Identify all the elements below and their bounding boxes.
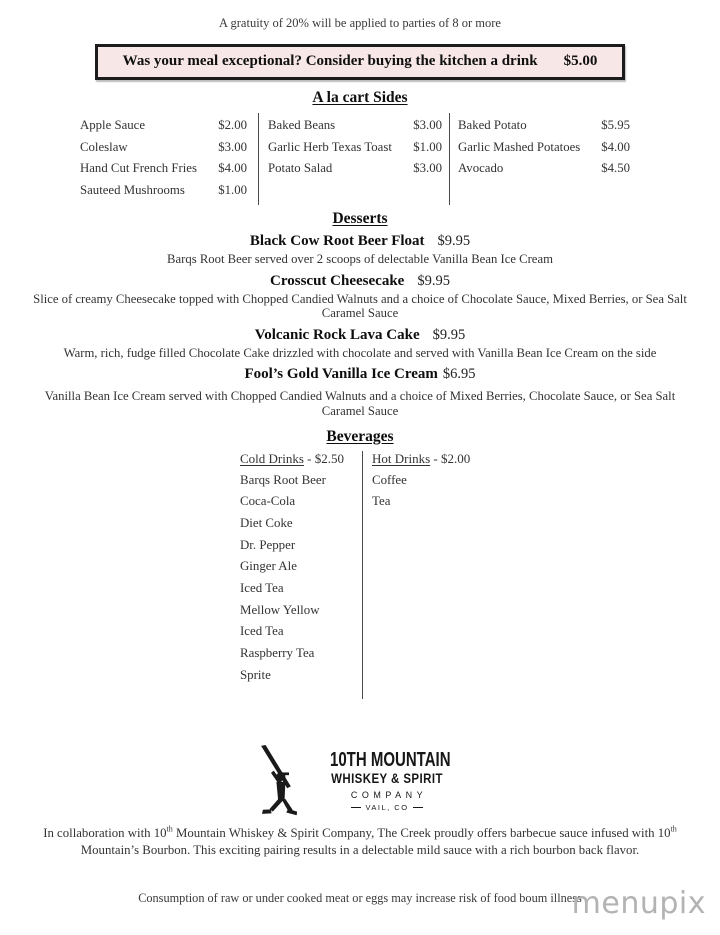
hot-drinks-label: Hot Drinks: [372, 450, 431, 466]
dessert-item: [0, 366, 720, 418]
dessert-item: [0, 327, 720, 361]
hot-drinks-header: [372, 451, 480, 473]
side-item: [458, 158, 630, 180]
side-item-name: Garlic Mashed Potatoes: [458, 139, 581, 154]
dessert-name: Crosscut Cheesecake: [270, 272, 405, 289]
dessert-header: [0, 233, 720, 250]
dessert-name: Fool’s Gold Vanilla Ice Cream: [244, 366, 438, 383]
cold-drinks-header: [240, 451, 362, 473]
cold-drinks-items: [240, 473, 362, 690]
cold-drinks-label: Cold Drinks: [240, 450, 304, 466]
side-item-price: $4.00: [601, 139, 630, 154]
side-item: [268, 158, 442, 180]
dessert-description: Slice of creamy Cheesecake topped with Chopped Candied Walnuts and a choice of Chocolate Sauce, Mixed Berries, or Sea Salt Caramel Sauce: [33, 291, 687, 321]
dash-decoration: [351, 807, 361, 808]
ordinal-superscript: th: [166, 825, 173, 835]
banner-price: $5.00: [563, 53, 598, 69]
sides-column: [80, 113, 258, 205]
dessert-price: $9.95: [437, 233, 471, 249]
side-item-name: Avocado: [458, 161, 504, 176]
side-item-price: $4.50: [601, 161, 630, 176]
beverage-item: Raspberry Tea: [240, 646, 315, 661]
ordinal-superscript: th: [670, 825, 677, 835]
side-item-name: Baked Potato: [458, 118, 527, 133]
sides-section-title: A la cart Sides: [312, 89, 408, 106]
logo-whiskey-spirit: WHISKEY & SPIRIT: [331, 771, 443, 787]
beverage-item: Coffee: [372, 472, 407, 487]
side-item: [268, 115, 442, 137]
logo-location: [311, 803, 463, 812]
logo-company: COMPANY: [350, 790, 428, 801]
sides-column: [450, 113, 637, 205]
beverage-item: Sprite: [240, 667, 271, 682]
beverage-item: Mellow Yellow: [240, 602, 320, 617]
side-item-name: Coleslaw: [80, 139, 128, 154]
desserts-list: [0, 233, 720, 419]
side-item: [80, 115, 247, 137]
dessert-price: $9.95: [432, 326, 466, 343]
beverages-columns: [0, 451, 720, 700]
sides-columns: [80, 113, 637, 205]
logo-brand-name: 10TH MOUNTAIN: [330, 749, 451, 772]
sides-column: [258, 113, 450, 205]
dessert-description: Barqs Root Beer served over 2 scoops of delectable Vanilla Bean Ice Cream: [167, 252, 553, 266]
side-item-price: $4.00: [218, 161, 247, 176]
side-item: [268, 137, 442, 159]
dessert-description: Warm, rich, fudge filled Chocolate Cake drizzled with chocolate and served with Vanilla Bean Ice Cream on the side: [63, 345, 657, 360]
logo-text: [311, 750, 463, 812]
side-item: [458, 137, 630, 159]
dash-decoration: [413, 807, 423, 808]
side-item-price: $2.00: [218, 118, 247, 133]
beverage-item: Tea: [372, 494, 391, 509]
collaboration-note: [29, 825, 691, 858]
dessert-price: $6.95: [442, 366, 476, 383]
text-segment: Mountain Whiskey & Spirit Company, The Creek proudly offers barbecue sauce infused with 10: [172, 826, 671, 841]
side-item-price: $3.00: [218, 139, 247, 154]
logo-location-text: VAIL, CO: [365, 803, 409, 813]
side-item-price: $3.00: [413, 118, 442, 133]
side-item-name: Baked Beans: [268, 118, 336, 133]
menupix-watermark: menupix: [571, 886, 706, 921]
beverage-item: Barqs Root Beer: [240, 472, 326, 487]
hot-drinks-column: [362, 451, 480, 700]
side-item-name: Sauteed Mushrooms: [80, 182, 185, 197]
hot-drinks-price: - $2.00: [430, 450, 471, 466]
side-item-name: Hand Cut French Fries: [80, 161, 197, 176]
side-item-price: $5.95: [601, 118, 630, 133]
food-safety-disclaimer: Consumption of raw or under cooked meat or eggs may increase risk of food boum illness: [138, 891, 582, 905]
side-item-name: Potato Salad: [268, 161, 333, 176]
dessert-header: [0, 366, 720, 383]
banner-message: Was your meal exceptional? Consider buying the kitchen a drink: [122, 53, 538, 69]
gratuity-note: A gratuity of 20% will be applied to parties of 8 or more: [219, 16, 501, 30]
side-item-name: Apple Sauce: [80, 118, 146, 133]
side-item-name: Garlic Herb Texas Toast: [268, 139, 392, 154]
cold-drinks-column: [240, 451, 362, 700]
dessert-name: Black Cow Root Beer Float: [249, 233, 425, 249]
beverage-item: Diet Coke: [240, 515, 293, 530]
side-item: [80, 158, 247, 180]
text-segment: Mountain’s Bourbon. This exciting pairing results in a delectable mild sauce with a rich bourbon back flavor.: [80, 842, 640, 857]
dessert-header: [0, 273, 720, 290]
beverage-item: Ginger Ale: [240, 559, 297, 574]
side-item: [458, 115, 630, 137]
distillery-logo: [0, 745, 720, 817]
side-item: [80, 180, 247, 202]
dessert-item: [0, 233, 720, 267]
beverage-item: Iced Tea: [240, 581, 284, 595]
side-item: [80, 137, 247, 159]
text-segment: In collaboration with 10: [43, 826, 167, 841]
desserts-section-title: Desserts: [332, 210, 388, 227]
beverage-item: Iced Tea: [240, 624, 284, 639]
dessert-header: [0, 327, 720, 344]
beverage-item: Coca-Cola: [240, 494, 296, 509]
hot-drinks-items: [372, 473, 480, 516]
dessert-name: Volcanic Rock Lava Cake: [254, 326, 420, 343]
side-item-price: $1.00: [218, 182, 247, 197]
cold-drinks-price: - $2.50: [303, 450, 345, 466]
kitchen-tip-banner: [95, 44, 625, 80]
dessert-item: [0, 273, 720, 321]
side-item-price: $3.00: [413, 161, 442, 176]
skier-icon: [257, 745, 303, 817]
dessert-price: $9.95: [417, 272, 450, 289]
beverage-item: Dr. Pepper: [240, 537, 296, 552]
beverages-section-title: Beverages: [326, 427, 394, 445]
side-item-price: $1.00: [413, 139, 442, 154]
dessert-description: Vanilla Bean Ice Cream served with Chopped Candied Walnuts and a choice of Mixed Berries, Chocolate Sauce, or Sea Salt Caramel Sauce: [44, 389, 676, 418]
